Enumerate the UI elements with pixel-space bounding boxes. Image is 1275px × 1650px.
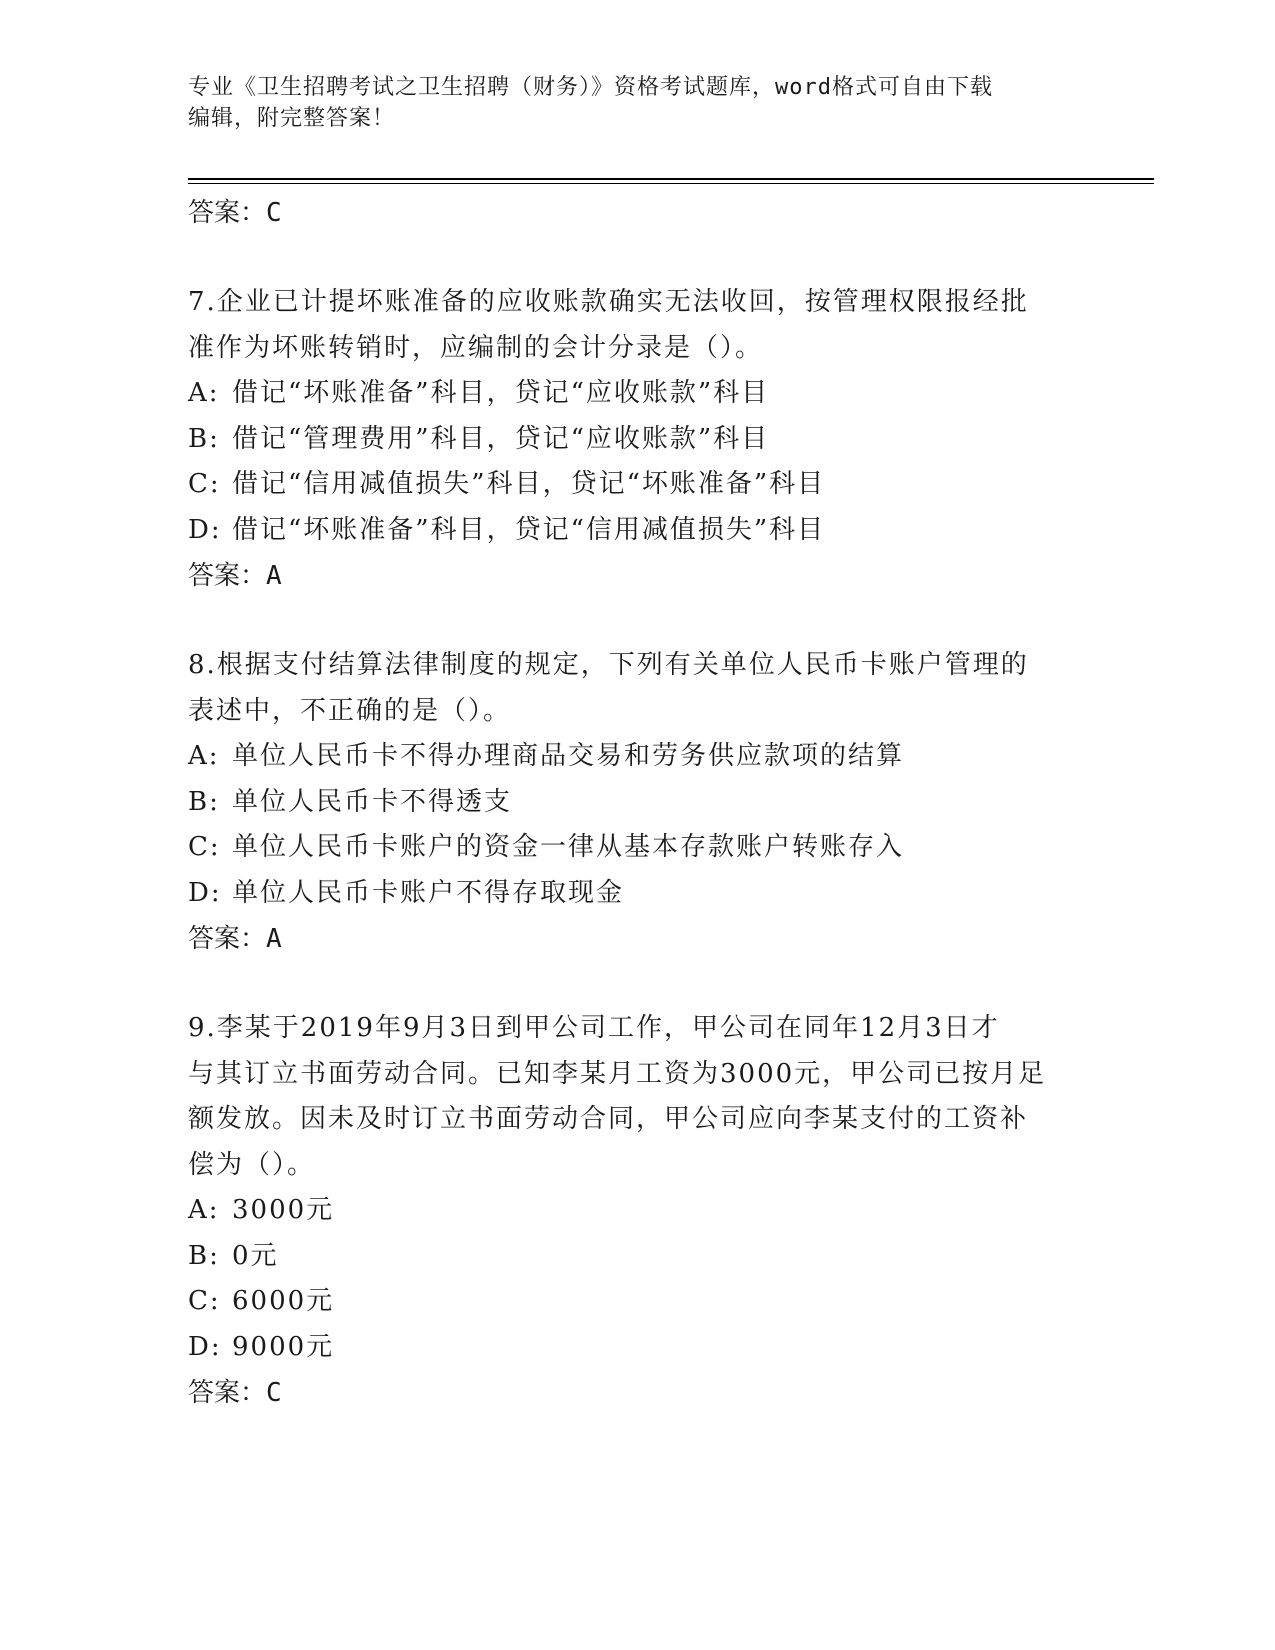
option-d <box>188 871 1088 917</box>
option-text: 借记“管理费用”科目，贷记“应收账款”科目 <box>232 423 770 454</box>
option-letter: C: <box>188 832 221 862</box>
option-text: 9000元 <box>232 1331 335 1362</box>
question-7 <box>188 280 1088 599</box>
option-text: 0元 <box>232 1240 279 1271</box>
option-b <box>188 1234 1088 1280</box>
option-a <box>188 1188 1088 1234</box>
header-divider-thin <box>188 183 1154 184</box>
answer-line: 答案：A <box>188 924 282 954</box>
question-text-line: 与其订立书面劳动合同。已知李某月工资为3000元，甲公司已按月足 <box>188 1058 1047 1089</box>
option-a <box>188 371 1088 417</box>
option-letter: C: <box>188 469 221 499</box>
header-line-2: 编辑，附完整答案！ <box>188 106 396 131</box>
option-letter: A: <box>188 378 220 408</box>
question-text-line: 偿为（）。 <box>188 1149 316 1180</box>
option-letter: A: <box>188 741 220 771</box>
question-9 <box>188 1006 1088 1416</box>
answer-line: 答案：A <box>188 561 282 591</box>
option-letter: D: <box>188 514 222 545</box>
option-b <box>188 417 1088 463</box>
document-header <box>188 72 1088 134</box>
option-letter: D: <box>188 1331 222 1362</box>
question-8 <box>188 643 1088 962</box>
option-text: 单位人民币卡账户不得存取现金 <box>232 877 625 908</box>
question-text-line: 9.李某于2019年9月3日到甲公司工作，甲公司在同年12月3日才 <box>188 1013 1000 1043</box>
option-text: 借记“信用减值损失”科目，贷记“坏账准备”科目 <box>232 469 826 499</box>
option-d <box>188 1325 1088 1371</box>
option-c <box>188 1279 1088 1325</box>
option-letter: B: <box>188 423 220 454</box>
option-text: 借记“坏账准备”科目，贷记“信用减值损失”科目 <box>232 514 826 545</box>
question-text-line: 额发放。因未及时订立书面劳动合同，甲公司应向李某支付的工资补 <box>188 1104 1029 1134</box>
question-text-line: 8.根据支付结算法律制度的规定，下列有关单位人民币卡账户管理的 <box>188 650 1029 680</box>
document-body <box>188 190 1088 1416</box>
option-text: 单位人民币卡不得办理商品交易和劳务供应款项的结算 <box>232 741 905 771</box>
option-letter: D: <box>188 877 222 908</box>
option-letter: C: <box>188 1286 221 1316</box>
option-c <box>188 825 1088 871</box>
option-a <box>188 734 1088 780</box>
question-text-line: 7.企业已计提坏账准备的应收账款确实无法收回，按管理权限报经批 <box>188 287 1029 317</box>
option-text: 6000元 <box>232 1286 335 1316</box>
option-d <box>188 508 1088 554</box>
option-b <box>188 780 1088 826</box>
option-text: 单位人民币卡不得透支 <box>232 786 513 817</box>
header-line-1: 专业《卫生招聘考试之卫生招聘（财务）》资格考试题库，word格式可自由下载 <box>188 75 993 100</box>
option-c <box>188 462 1088 508</box>
option-letter: B: <box>188 786 220 817</box>
option-text: 单位人民币卡账户的资金一律从基本存款账户转账存入 <box>232 832 905 862</box>
answer-line: 答案：C <box>188 1378 282 1408</box>
option-letter: A: <box>188 1195 220 1225</box>
option-text: 借记“坏账准备”科目，贷记“应收账款”科目 <box>232 378 770 408</box>
option-letter: B: <box>188 1240 220 1271</box>
question-text-line: 准作为坏账转销时，应编制的会计分录是（）。 <box>188 332 764 363</box>
answer-line: 答案：C <box>188 198 282 228</box>
option-text: 3000元 <box>232 1195 335 1225</box>
question-text-line: 表述中，不正确的是（）。 <box>188 695 512 726</box>
header-divider-thick <box>188 178 1154 180</box>
